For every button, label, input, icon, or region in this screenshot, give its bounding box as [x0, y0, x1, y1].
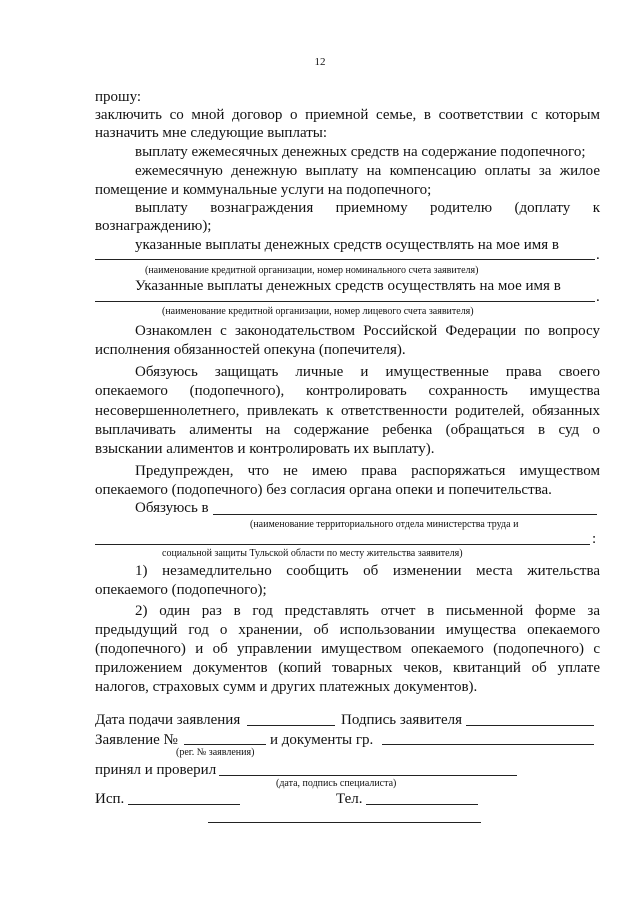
- text-line: вознаграждению);: [95, 218, 212, 234]
- applicant-signature-label: Подпись заявителя: [341, 712, 463, 728]
- line-end-punct: .: [596, 247, 600, 263]
- line-end-punct: .: [596, 289, 600, 305]
- text-line: Предупрежден, что не имею права распоряжаться имуществом: [135, 463, 600, 479]
- text-line: прошу:: [95, 89, 142, 105]
- field-caption: социальной защиты Тульской области по месту жительства заявителя): [162, 548, 463, 559]
- text-line: Ознакомлен с законодательством Российской Федерации по вопросу: [135, 323, 600, 339]
- phone-field[interactable]: [366, 804, 478, 805]
- specialist-signature-field[interactable]: [219, 775, 517, 776]
- text-line: (подопечного) и об управлении имуществом опекаемого (подопечного) с: [95, 641, 600, 657]
- text-line: назначить мне следующие выплаты:: [95, 125, 328, 141]
- application-date-field[interactable]: [247, 725, 335, 726]
- field-caption: (рег. № заявления): [176, 747, 255, 758]
- text-line: заключить со мной договор о приемной семье, в соответствии с которым: [95, 107, 600, 123]
- text-line: опекаемого (подопечного) без согласия органа опеки и попечительства.: [95, 482, 552, 498]
- page-number: 12: [314, 56, 326, 68]
- text-line: выплату вознаграждения приемному родителю (доплату к: [135, 200, 600, 216]
- text-line: взыскании алиментов и контролировать их выплату).: [95, 441, 435, 457]
- footer-rule: [208, 822, 481, 823]
- text-line: исполнения обязанностей опекуна (попечителя).: [95, 342, 406, 358]
- text-line: Указанные выплаты денежных средств осуществлять на мое имя в: [135, 278, 561, 294]
- text-line: опекаемого (подопечного);: [95, 582, 267, 598]
- text-line: Обязуюсь в: [135, 500, 209, 516]
- text-line: ежемесячную денежную выплату на компенсацию оплаты за жилое: [135, 163, 600, 179]
- text-line: Обязуюсь защищать личные и имущественные права своего: [135, 364, 600, 380]
- application-number-field[interactable]: [184, 744, 266, 745]
- text-line: выплату ежемесячных денежных средств на содержание подопечного;: [135, 144, 586, 160]
- account-fill-line[interactable]: [95, 259, 595, 260]
- text-line: несовершеннолетнего, привлекать к ответственности родителей, обязанных: [95, 403, 600, 419]
- documents-label: и документы гр.: [270, 732, 374, 748]
- text-line: налогов, страховых сумм и других платежных документов).: [95, 679, 478, 695]
- field-caption: (наименование кредитной организации, номер лицевого счета заявителя): [162, 306, 474, 317]
- field-caption: (дата, подпись специалиста): [276, 778, 397, 789]
- field-caption: (наименование кредитной организации, номер номинального счета заявителя): [145, 265, 479, 276]
- department-fill-line[interactable]: [213, 514, 597, 515]
- accepted-checked-label: принял и проверил: [95, 762, 217, 778]
- text-line: выплачивать алименты на содержание ребенка (обращаться в суд о: [95, 422, 600, 438]
- text-line: 1) незамедлительно сообщить об изменении места жительства: [135, 563, 600, 579]
- phone-label: Тел.: [336, 791, 363, 807]
- text-line: предыдущий год о хранении, об использовании имущества опекаемого: [95, 622, 600, 638]
- department-fill-line[interactable]: [95, 544, 590, 545]
- application-number-label: Заявление №: [95, 732, 178, 748]
- field-caption: (наименование территориального отдела министерства труда и: [250, 519, 519, 530]
- text-line: помещение и коммунальные услуги на подопечного;: [95, 182, 432, 198]
- text-line: приложением документов (копий товарных чеков, квитанций об уплате: [95, 660, 600, 676]
- text-line: опекаемого (подопечного), контролировать сохранность имущества: [95, 383, 600, 399]
- executor-label: Исп.: [95, 791, 125, 807]
- text-line: указанные выплаты денежных средств осуществлять на мое имя в: [135, 237, 559, 253]
- text-line: 2) один раз в год представлять отчет в письменной форме за: [135, 603, 600, 619]
- executor-field[interactable]: [128, 804, 240, 805]
- line-end-punct: :: [592, 531, 597, 547]
- account-fill-line[interactable]: [95, 301, 595, 302]
- application-date-label: Дата подачи заявления: [95, 712, 241, 728]
- applicant-signature-field[interactable]: [466, 725, 594, 726]
- documents-name-field[interactable]: [382, 744, 594, 745]
